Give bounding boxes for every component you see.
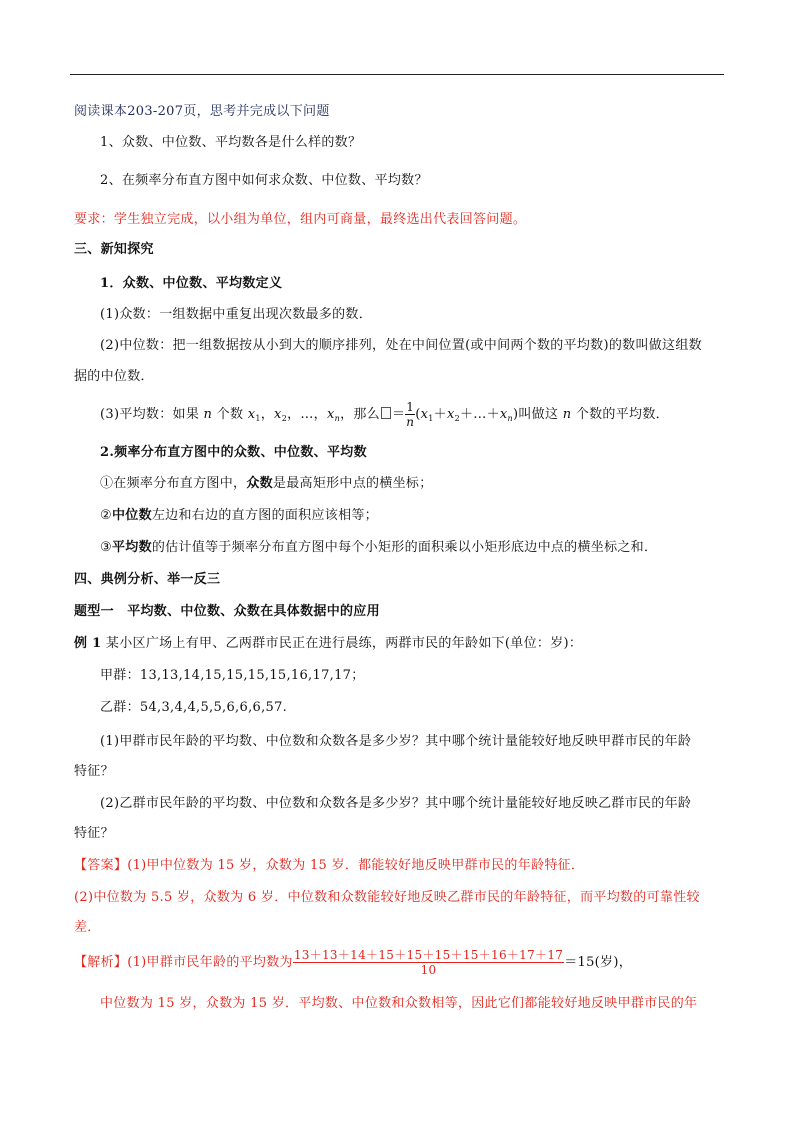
answer-line3: 差． [74, 920, 101, 935]
section-3-heading: 三、新知探究 [74, 242, 154, 257]
example-q2-line2: 特征？ [74, 826, 114, 841]
analysis-fraction: $\frac{13+13+14+15+15+15+15+16+17+17}{10}$ [293, 948, 564, 977]
section-4-heading: 四、典例分析、举一反三 [74, 572, 221, 587]
definitions-subheading: 1．众数、中位数、平均数定义 [100, 276, 283, 291]
median-definition-line2: 据的中位数． [74, 369, 154, 384]
analysis-tag: 【解析】 [74, 955, 128, 970]
mean-fraction: $\frac{1}{n}$ [406, 400, 415, 429]
analysis-line2: 中位数为 15 岁，众数为 15 岁．平均数、中位数和众数相等，因此它们都能较好地反映甲群市民的年 [100, 996, 698, 1011]
histogram-item-3: ③平均数的估计值等于频率分布直方图中每个小矩形的面积乘以小矩形底边中点的横坐标之和． [100, 540, 658, 555]
analysis-line1: 【解析】(1)甲群市民年龄的平均数为 $\frac{13+13+14+15+15+15+15+16+17+17}{10}$ ＝15(岁)， [74, 948, 633, 977]
group-b-ages: 乙群：54,3,4,4,5,5,6,6,6,57. [100, 700, 288, 715]
requirement-note: 要求：学生独立完成，以小组为单位，组内可商量，最终选出代表回答问题。 [74, 212, 527, 227]
mean-symbol-icon [381, 407, 391, 419]
question-1: 1、众数、中位数、平均数各是什么样的数？ [100, 135, 362, 150]
example-1: 例 1 某小区广场上有甲、乙两群市民正在进行晨练，两群市民的年龄如下(单位：岁)： [74, 636, 583, 651]
example-q1-line2: 特征？ [74, 764, 114, 779]
histogram-subheading: 2.频率分布直方图中的众数、中位数、平均数 [100, 445, 367, 460]
group-a-ages: 甲群：13,13,14,15,15,15,15,16,17,17； [100, 668, 365, 683]
histogram-item-1: ①在频率分布直方图中，众数是最高矩形中点的横坐标； [100, 476, 433, 491]
histogram-item-2: ②中位数左边和右边的直方图的面积应该相等； [100, 508, 378, 523]
example-q2-line1: (2)乙群市民年龄的平均数、中位数和众数各是多少岁？其中哪个统计量能较好地反映乙群市民的年龄 [100, 796, 692, 811]
answer-line1: 【答案】(1)甲中位数为 15 岁，众数为 15 岁．都能较好地反映甲群市民的年龄特征． [74, 858, 585, 873]
median-definition-line1: (2)中位数：把一组数据按从小到大的顺序排列，处在中间位置(或中间两个数的平均数)的数叫做这组数 [100, 338, 702, 353]
answer-line2: (2)中位数为 5.5 岁，众数为 6 岁．中位数和众数能较好地反映乙群市民的年龄特征，而平均数的可靠性较 [74, 890, 700, 905]
example-q1-line1: (1)甲群市民年龄的平均数、中位数和众数各是多少岁？其中哪个统计量能较好地反映甲群市民的年龄 [100, 734, 692, 749]
answer-tag: 【答案】 [74, 858, 128, 873]
mean-definition: (3)平均数：如果 n 个数 $x_1$，$x_2$，…，$x_n$，那么 ＝ $\frac{1}{n}$ $(x_1+x_2+\dots+x_n)$叫做这 n 个数的平均数． [100, 400, 669, 429]
question-2: 2、在频率分布直方图中如何求众数、中位数、平均数？ [100, 173, 428, 188]
mode-definition: (1)众数：一组数据中重复出现次数最多的数． [100, 307, 373, 322]
header-rule [70, 74, 724, 75]
reading-task: 阅读课本203-207页，思考并完成以下问题 [74, 104, 330, 119]
question-type-1: 题型一 平均数、中位数、众数在具体数据中的应用 [74, 604, 380, 619]
